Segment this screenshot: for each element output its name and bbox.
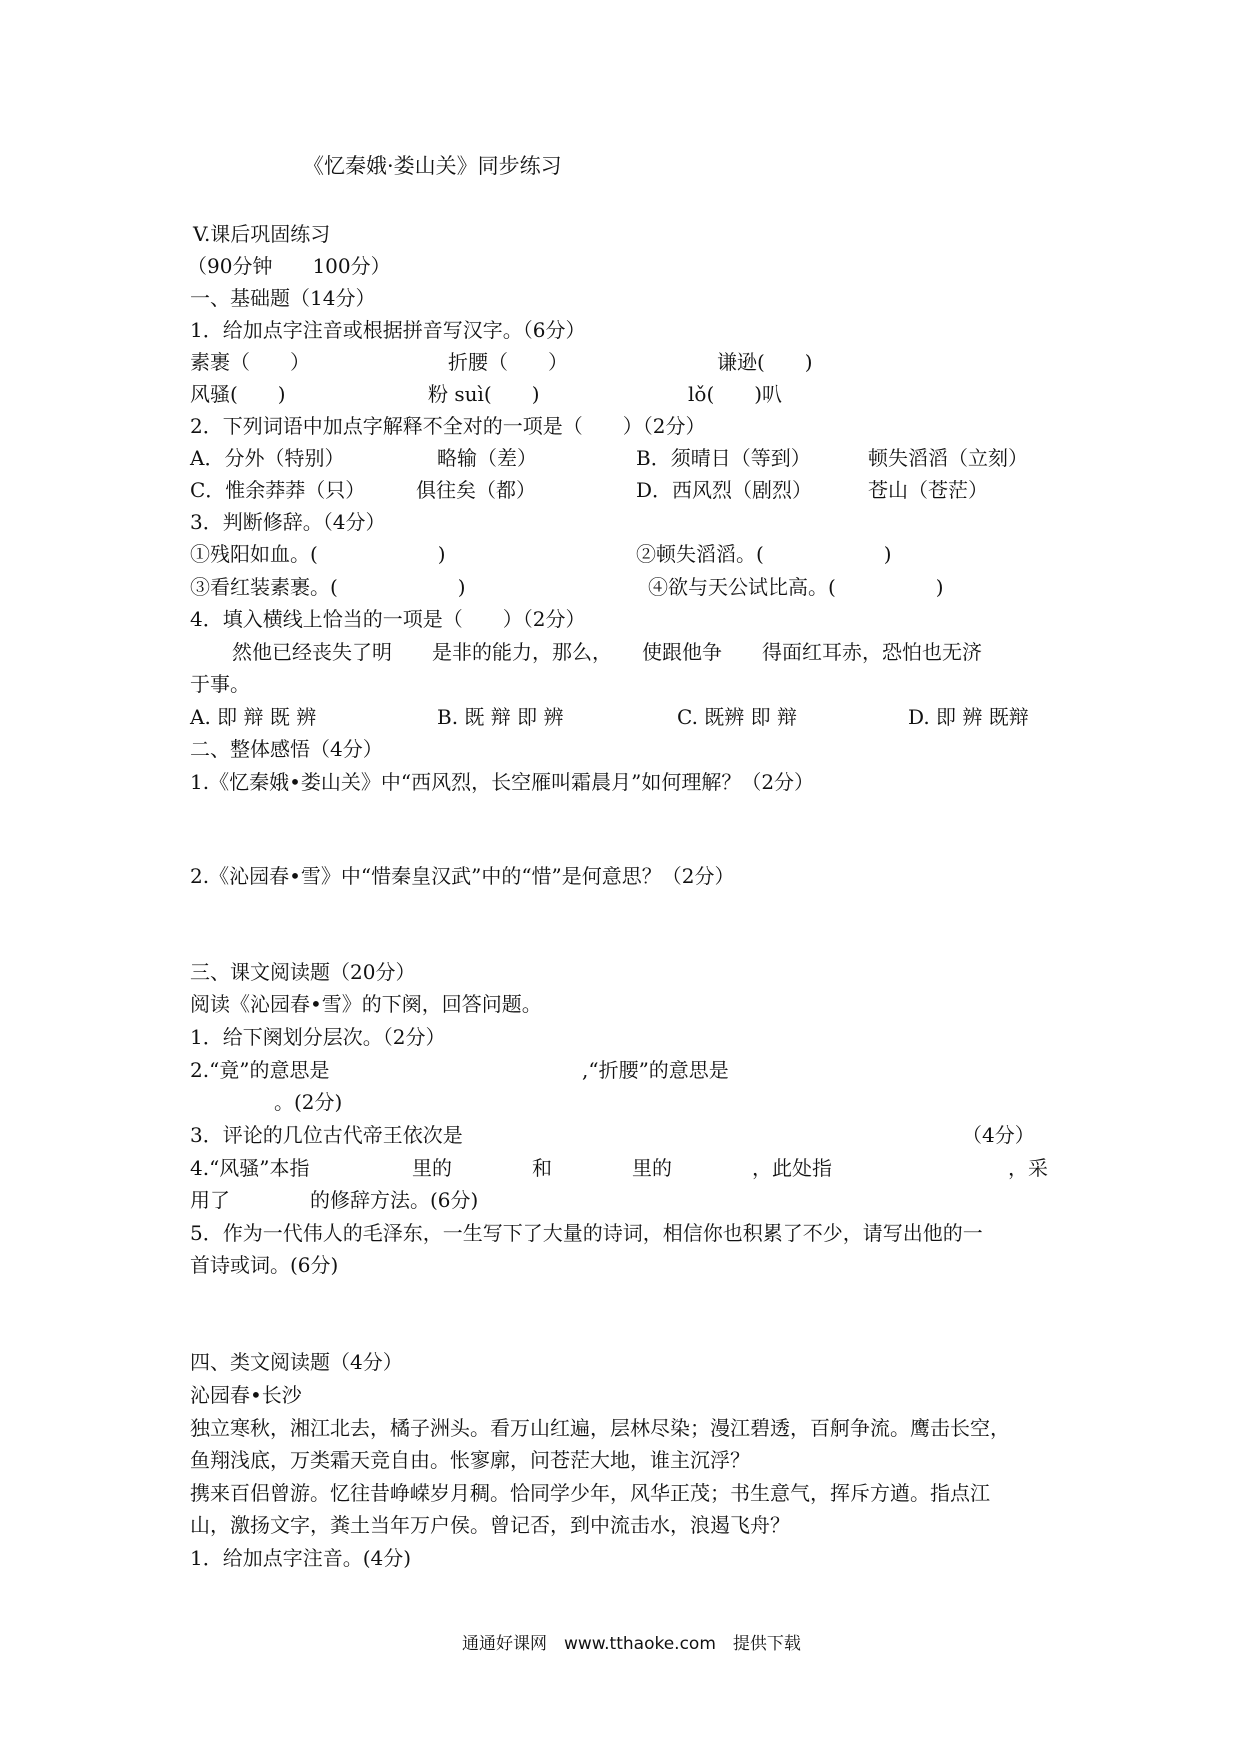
q4-text: 于事。 <box>190 672 250 696</box>
q4-option: B. 既 辩 即 辨 <box>437 705 564 729</box>
part3-intro: 阅读《沁园春•雪》的下阕，回答问题。 <box>190 992 542 1016</box>
part3-q2: 。(2分) <box>274 1090 343 1114</box>
q2-stem: 2．下列词语中加点字解释不全对的一项是（ ）（2分） <box>190 414 706 438</box>
part3-heading: 三、课文阅读题（20分） <box>190 960 416 984</box>
q2-option: A．分外（特别） <box>190 446 345 470</box>
q1-item: 风骚( ) <box>190 382 286 406</box>
part3-q4: 里的 <box>412 1156 452 1180</box>
part2-heading: 二、整体感悟（4分） <box>190 737 383 761</box>
part3-q4: ，采 <box>1008 1156 1048 1180</box>
poem-line: 鱼翔浅底，万类霜天竞自由。怅寥廓，问苍茫大地，谁主沉浮？ <box>190 1448 750 1472</box>
part3-q5: 首诗或词。(6分) <box>190 1253 339 1277</box>
part3-q4: 4.“风骚”本指 <box>190 1156 310 1180</box>
q2-option: B．须晴日（等到） <box>636 446 811 470</box>
q2-option: 苍山（苍茫） <box>868 478 988 502</box>
q4-option: C. 既辨 即 辩 <box>677 705 798 729</box>
part4-q1: 1．给加点字注音。(4分) <box>190 1546 412 1570</box>
part3-q2: 2.“竟”的意思是 <box>190 1058 330 1082</box>
q1-item: lǒ( )叭 <box>688 382 783 406</box>
part1-heading: 一、基础题（14分） <box>190 286 376 310</box>
poem-line: 独立寒秋，湘江北去，橘子洲头。看万山红遍，层林尽染；漫江碧透，百舸争流。鹰击长空， <box>190 1416 1010 1440</box>
q3-item: ②顿失滔滔。( ) <box>636 542 892 566</box>
q4-stem: 4．填入横线上恰当的一项是（ ）（2分） <box>190 607 586 631</box>
q3-stem: 3．判断修辞。（4分） <box>190 510 386 534</box>
section-heading: V.课后巩固练习 <box>193 222 331 246</box>
part3-q1: 1．给下阕划分层次。（2分） <box>190 1025 446 1049</box>
page-footer: 通通好课网 www.tthaoke.com 提供下载 <box>462 1634 801 1654</box>
part3-q2: ,“折腰”的意思是 <box>582 1058 729 1082</box>
poem-line: 山，激扬文字，粪土当年万户侯。曾记否，到中流击水，浪遏飞舟？ <box>190 1513 790 1537</box>
poem-title: 沁园春•长沙 <box>190 1383 302 1407</box>
q2-option: D．西风烈（剧烈） <box>636 478 813 502</box>
part2-q1: 1.《忆秦娥•娄山关》中“西风烈，长空雁叫霜晨月”如何理解？（2分） <box>190 770 815 794</box>
q1-item: 素裹（ ） <box>190 350 310 374</box>
q2-option: 顿失滔滔（立刻） <box>868 446 1028 470</box>
q1-item: 粉 suì( ) <box>428 382 540 406</box>
q1-item: 折腰（ ） <box>448 350 568 374</box>
part3-q4: 用了 的修辞方法。(6分) <box>190 1188 479 1212</box>
q3-item: ④欲与天公试比高。( ) <box>648 575 944 599</box>
part3-q5: 5．作为一代伟人的毛泽东，一生写下了大量的诗词，相信你也积累了不少，请写出他的一 <box>190 1221 983 1245</box>
time-score: （90分钟 100分） <box>187 254 391 278</box>
q2-option: 俱往矣（都） <box>416 478 536 502</box>
q4-text: 然他已经丧失了明 是非的能力，那么， 使跟他争 得面红耳赤，恐怕也无济 <box>232 640 982 664</box>
part3-q4: 和 <box>532 1156 552 1180</box>
q3-item: ③看红装素裹。( ) <box>190 575 466 599</box>
part2-q2: 2.《沁园春•雪》中“惜秦皇汉武”中的“惜”是何意思？（2分） <box>190 864 735 888</box>
q4-option: A. 即 辩 既 辨 <box>190 705 317 729</box>
poem-line: 携来百侣曾游。忆往昔峥嵘岁月稠。恰同学少年，风华正茂；书生意气，挥斥方遒。指点江 <box>190 1481 990 1505</box>
page-title: 《忆秦娥·娄山关》同步练习 <box>303 154 562 178</box>
q2-option: C．惟余莽莽（只） <box>190 478 366 502</box>
part3-q3-score: （4分） <box>962 1123 1035 1147</box>
part4-heading: 四、类文阅读题（4分） <box>190 1350 403 1374</box>
part3-q4: 里的 <box>632 1156 672 1180</box>
part3-q3: 3．评论的几位古代帝王依次是 <box>190 1123 463 1147</box>
q3-item: ①残阳如血。( ) <box>190 542 446 566</box>
q4-option: D. 即 辨 既辩 <box>908 705 1029 729</box>
q1-item: 谦逊( ) <box>717 350 813 374</box>
q1-stem: 1．给加点字注音或根据拼音写汉字。（6分） <box>190 318 586 342</box>
q2-option: 略输（差） <box>437 446 537 470</box>
part3-q4: ，此处指 <box>752 1156 832 1180</box>
